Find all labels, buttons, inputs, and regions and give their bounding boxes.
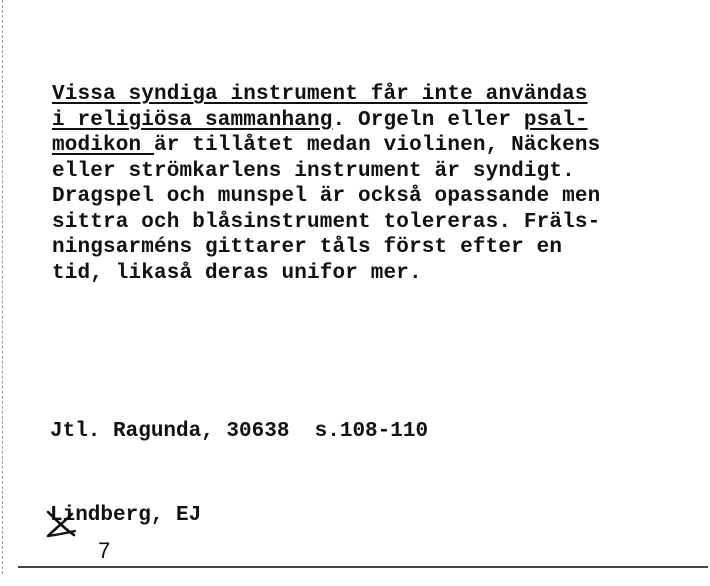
text-line	[52, 82, 702, 108]
text-segment: eller strömkarlens instrument är syndigt.	[52, 159, 575, 183]
text-line	[52, 159, 702, 185]
underlined-segment: psal-	[523, 108, 588, 132]
underlined-segment: Vissa syndiga instrument får inte användas	[52, 83, 588, 106]
underlined-segment: modikon	[52, 134, 155, 157]
text-line	[52, 184, 702, 210]
card-bottom-edge	[18, 566, 708, 568]
text-line	[52, 235, 702, 261]
source-author: Lindberg, EJ	[50, 504, 202, 527]
text-line	[52, 133, 702, 159]
handwritten-x-mark-icon	[44, 508, 78, 540]
page-number: 7	[98, 538, 111, 563]
source-reference: Jtl. Ragunda, 30638 s.108-110	[50, 420, 429, 443]
text-segment: . Orgeln eller	[332, 108, 524, 132]
card-body-text	[52, 82, 702, 286]
card-left-edge	[2, 0, 3, 574]
text-line	[52, 261, 702, 287]
text-line	[52, 210, 702, 236]
text-segment: Dragspel och munspel är också opassande men	[52, 185, 601, 208]
text-segment: sittra och blåsinstrument tolereras. Fräls-	[52, 210, 601, 234]
text-segment: tid, likaså deras unifor mer.	[52, 261, 422, 285]
text-segment: ningsarméns gittarer tåls först efter en	[52, 236, 563, 259]
text-line	[52, 108, 702, 134]
underlined-segment: i religiösa sammanhang	[52, 108, 333, 132]
text-segment: är tillåtet medan violinen, Näckens	[154, 134, 601, 157]
